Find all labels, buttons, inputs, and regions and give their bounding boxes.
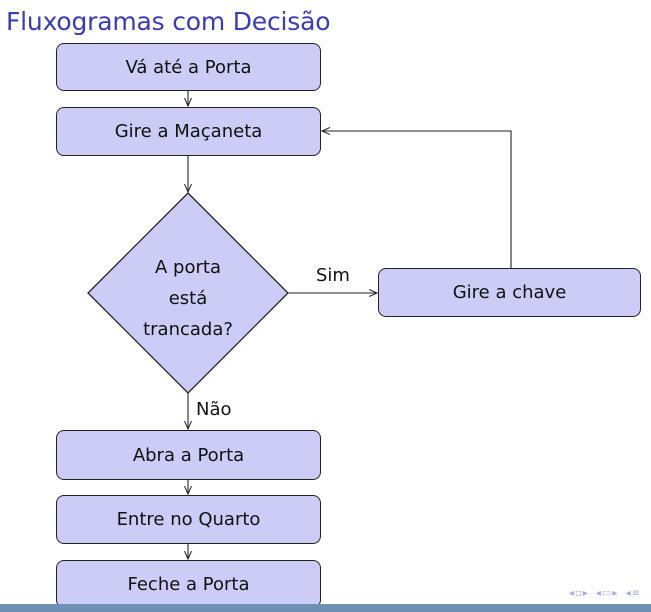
node-step4: Entre no Quarto	[56, 495, 321, 544]
beamer-navigation[interactable]	[566, 588, 641, 599]
decision-label-line-2: está	[168, 288, 208, 309]
page-title: Fluxogramas com Decisão	[6, 7, 331, 36]
node-step5: Feche a Porta	[56, 560, 321, 608]
bottom-bar	[0, 604, 651, 612]
node-step2: Gire a Maçaneta	[56, 107, 321, 156]
decision-label-line-3: trancada?	[143, 319, 233, 340]
nav-menu-icon[interactable]: ◂≡	[625, 588, 641, 599]
nav-prev-frame-icon[interactable]: ◂▫▸	[568, 588, 589, 599]
node-side-step: Gire a chave	[378, 268, 641, 317]
node-step3: Abra a Porta	[56, 430, 321, 480]
node-step1: Vá até a Porta	[56, 43, 321, 91]
decision-label	[118, 252, 258, 345]
edge-label-no: Não	[196, 399, 232, 420]
edge-label-yes: Sim	[316, 265, 350, 286]
nav-prev-section-icon[interactable]: ◂▭▸	[595, 588, 619, 599]
decision-label-line-1: A porta	[155, 257, 221, 278]
arrow-side-step2	[322, 131, 511, 268]
